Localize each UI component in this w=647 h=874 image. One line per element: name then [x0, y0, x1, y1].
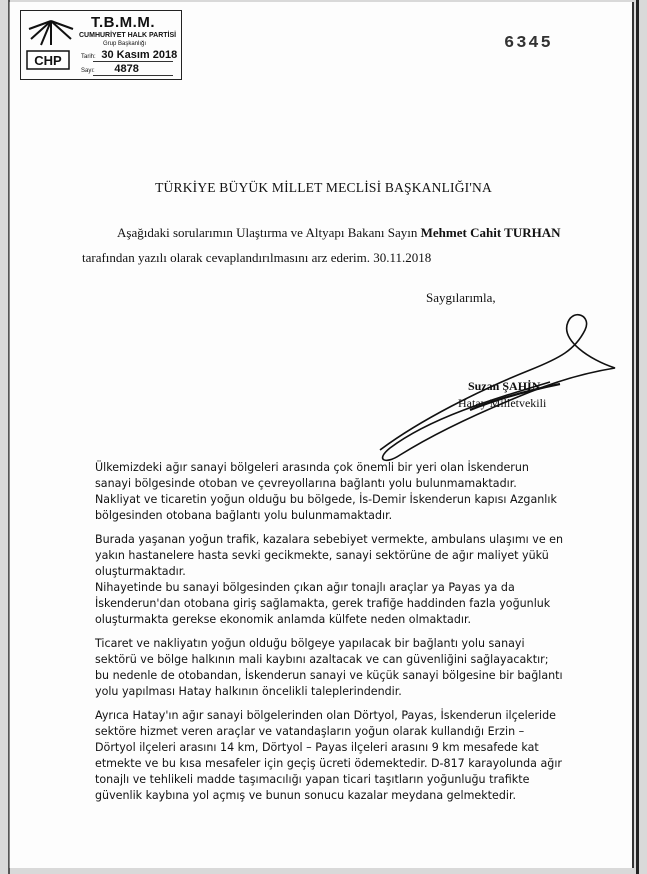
stamp-date-row: Tarih: 30 Kasım 2018 [81, 49, 178, 61]
stamp-number-row: Sayı: 4878 [81, 63, 139, 75]
chp-logo-text: CHP [34, 53, 62, 68]
signatory-title: Hatay Milletvekili [458, 396, 547, 410]
paragraph-5: Ayrıca Hatay'ın ağır sanayi bölgelerinden olan Dörtyol, Payas, İskenderun ilçeleride sektöre hizmet veren araçlar ve vatandaşların yoğun olarak kullandığı Erzin – Dörtyol ilçeleri arasını 14 km, Dörtyol – Payas ilçeleri arasını 9 km mesafede kat etmekte ve bu kısa mesafeler için geçiş ücreti ödemektedir. D-817 karayolunda ağır tonajlı ve tehlikeli madde taşımacılığı yapan ticari taşıtların yoğunluğu trafikte güvenlik kaybına yol açmış ve bunun sonucu kazalar meydana gelmektedir. [95, 709, 562, 802]
stamp-party: CUMHURİYET HALK PARTİSİ [79, 32, 177, 39]
paragraph-1: Ülkemizdeki ağır sanayi bölgeleri arasında çok önemli bir yeri olan İskenderun sanayi bölgesinde otoban ve çevreyollarına bağlantı yolu bulunmamaktadır. Nakliyat ve ticaretin yoğun olduğu bu bölgede, İs-Demir İskenderun kapısı Azganlık bölgesinden otobana bağlantı yolu bulunmamaktadır. [95, 461, 557, 522]
closing-salutation: Saygılarımla, [426, 290, 496, 305]
registration-stamp [20, 10, 182, 80]
document-heading: TÜRKİYE BÜYÜK MİLLET MECLİSİ BAŞKANLIĞI'NA [155, 180, 492, 195]
paragraph-4: Ticaret ve nakliyatın yoğun olduğu bölgeye yapılacak bir bağlantı yolu sanayi sektörü ve bölge halkının mali kaybını azaltacak ve can güvenliğini sağlayacaktır; bu nedenle de otobandan, İskenderun sanayi ve küçük sanayi bölgesine bir bağlantı yolu yapılması Hatay halkının öncelikli taleplerindendir. [95, 637, 563, 698]
intro-line-2: tarafından yazılı olarak cevaplandırılmasını arz ederim. 30.11.2018 [82, 250, 432, 265]
stamp-number-value: 4878 [114, 63, 139, 75]
minister-name: Mehmet Cahit TURHAN [420, 225, 561, 240]
stamp-date-label: Tarih [81, 54, 95, 60]
stamp-number-label: Sayı [81, 68, 94, 74]
chp-logo-icon [25, 15, 77, 73]
stamp-office: Grup Başkanlığı [103, 41, 147, 47]
intro-line-1 [117, 225, 561, 241]
intro-prefix: Aşağıdaki sorularımın Ulaştırma ve Altyapı Bakanı Sayın [117, 225, 418, 240]
stamp-date-value: 30 Kasım 2018 [101, 49, 178, 61]
paragraph-3: Nihayetinde bu sanayi bölgesinden çıkan ağır tonajlı araçlar ya Payas ya da İskenderun'dan otobana giriş sağlamakta, gerek trafiğe haddinden fazla yoğunluk oluşturmakta gerekse ekonomik anlamda külfete neden olmaktadır. [95, 581, 551, 626]
paragraph-2: Burada yaşanan yoğun trafik, kazalara sebebiyet vermekte, ambulans ulaşımı ve en yakın hastanelere hasta sevki gecikmekte, sanayi sektörüne de ağır maliyet yükü oluşturmaktadır. [95, 533, 564, 578]
signatory-name: Suzan ŞAHİN [468, 379, 541, 393]
stamp-number-underline [93, 75, 173, 76]
stamp-institution: T.B.M.M. [91, 14, 155, 31]
document-number: 6345 [504, 34, 553, 53]
stamp-date-underline [93, 61, 173, 62]
scan-right-edge [636, 0, 639, 874]
